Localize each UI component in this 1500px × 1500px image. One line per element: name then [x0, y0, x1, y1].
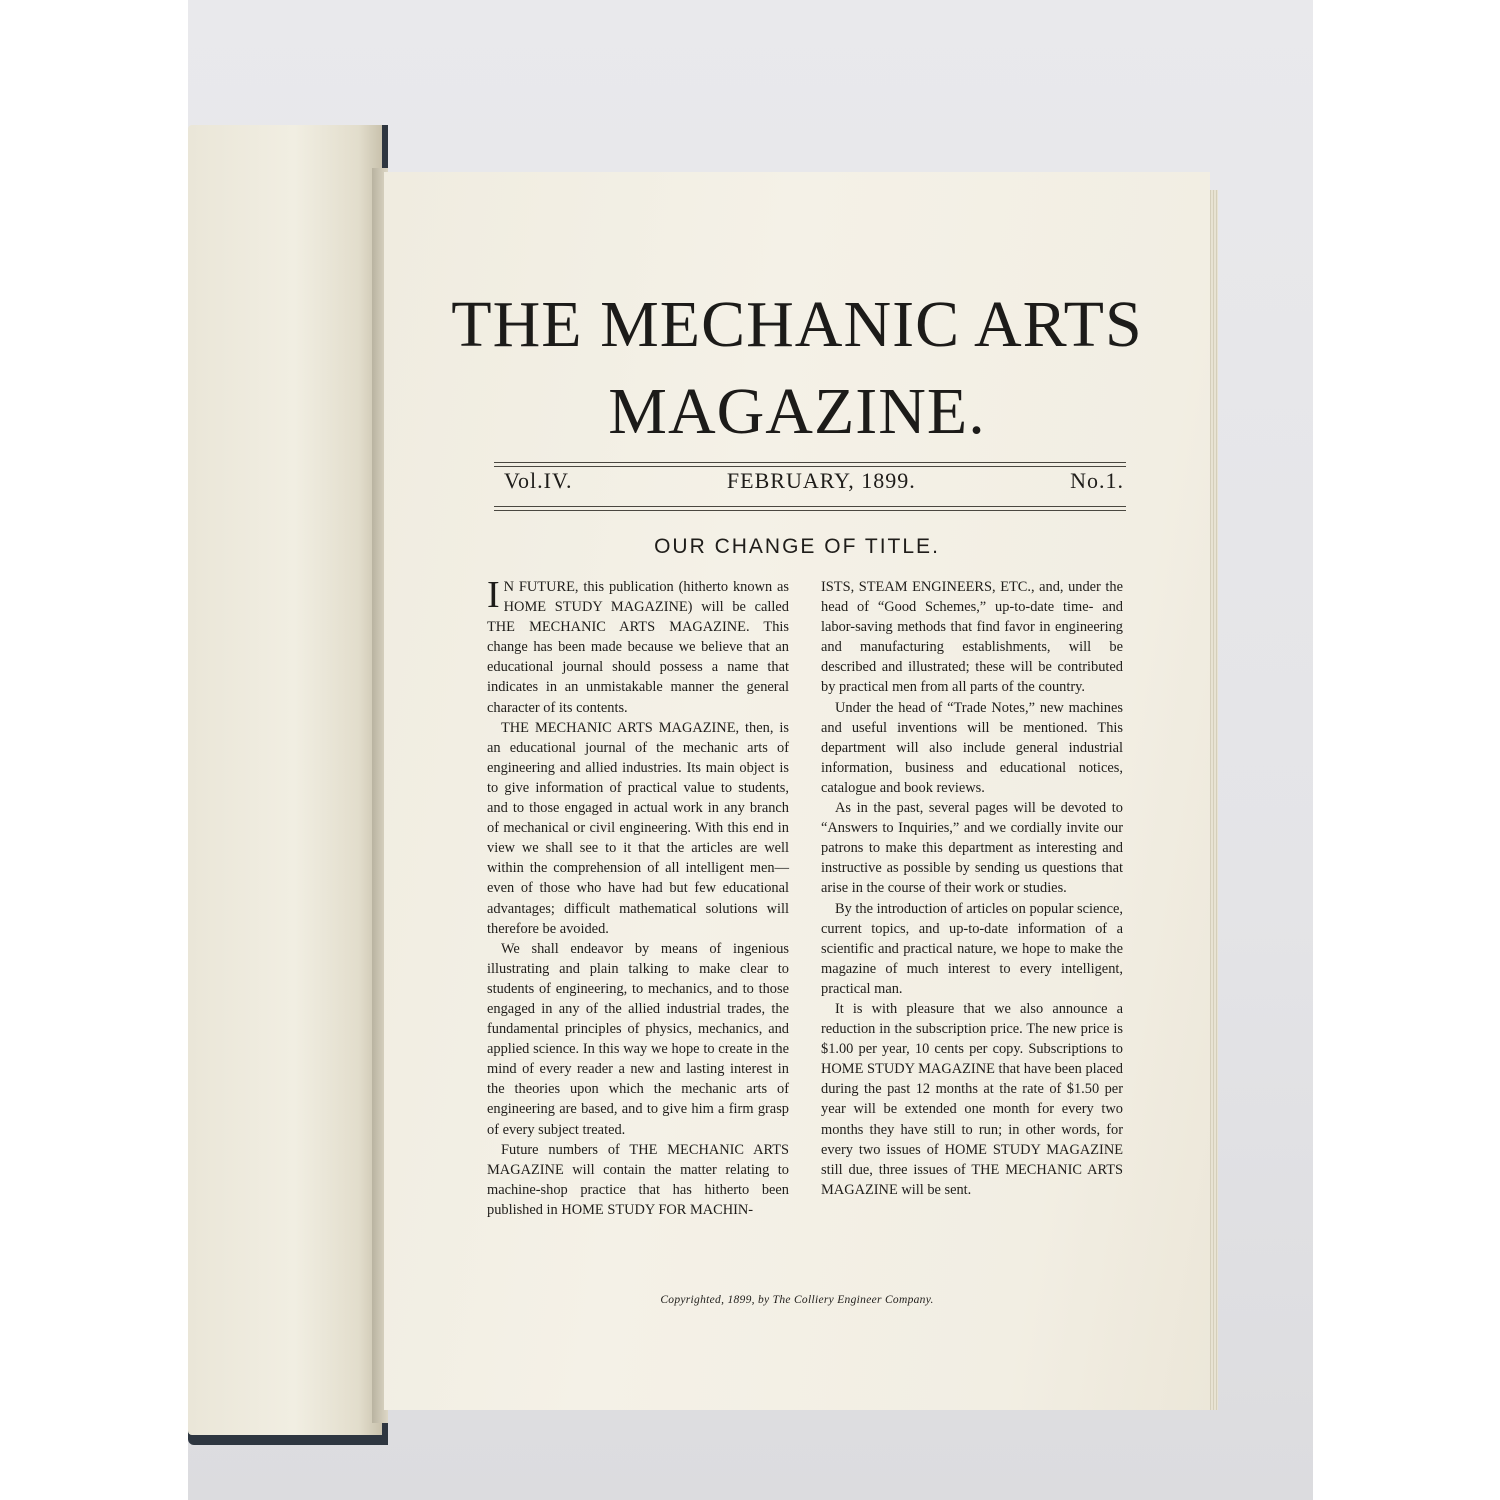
- paragraph: It is with pleasure that we also announce a reduction in the subscription price. The new price is $1.00 per year, 10 cents per copy. Subscriptions to HOME STUDY MAGAZINE that have been placed during the past 12 months at the rate of $1.50 per year will be extended one month for every two months they have still to run; in other words, for every two issues of HOME STUDY MAGAZINE still due, three issues of THE MECHANIC ARTS MAGAZINE will be sent.: [821, 1000, 1123, 1198]
- magazine-title-line2: MAGAZINE.: [608, 375, 986, 448]
- paragraph: THE MECHANIC ARTS MAGAZINE, then, is an educational journal of the mechanic arts of engineering and allied industries. Its main object is to give information of practical value to students, and to those engaged in actual work in any branch of mechanical or civil engineering. With this end in view we shall see to it that the articles are well within the comprehension of all intelligent men—even of those who have had but few educational advantages; difficult mathematical solutions will therefore be avoided.: [487, 719, 789, 937]
- masthead-rule-bottom: [494, 506, 1126, 507]
- masthead-rule-top: [494, 462, 1126, 463]
- paragraph: As in the past, several pages will be devoted to “Answers to Inquiries,” and we cordially invite our patrons to make this department as interesting and instructive as possible by sending us questions that arise in the course of their work or studies.: [821, 800, 1123, 897]
- volume-number: Vol.IV.: [504, 468, 573, 493]
- paragraph: ISTS, STEAM ENGINEERS, ETC., and, under the head of “Good Schemes,” up-to-date time- and labor-saving methods that find favor in engineering and manufacturing establishments, will be described and illustrated; these will be contributed by practical men from all parts of the country.: [821, 579, 1123, 696]
- magazine-title-line1: THE MECHANIC ARTS: [451, 288, 1143, 361]
- issue-number: No.1.: [1070, 468, 1124, 493]
- masthead-rule-top-inner: [494, 466, 1126, 467]
- issue-date: FEBRUARY, 1899.: [726, 468, 916, 493]
- paragraph: Under the head of “Trade Notes,” new machines and useful inventions will be mentioned. This department will also include general industrial information, business and educational notices, catalogue and book reviews.: [821, 699, 1123, 796]
- paragraph: Future numbers of THE MECHANIC ARTS MAGAZINE will contain the matter relating to machine-shop practice that has hitherto been published in HOME STUDY FOR MACHIN-: [487, 1141, 789, 1218]
- copyright-notice: Copyrighted, 1899, by The Colliery Engineer Company.: [660, 1294, 934, 1306]
- drop-cap: I: [487, 574, 500, 616]
- right-page: [384, 172, 1210, 1410]
- article-column-right: [821, 577, 1123, 1200]
- paragraph: [487, 574, 789, 718]
- paragraph-text: N FUTURE, this publication (hitherto known as HOME STUDY MAGAZINE) will be called THE MECHANIC ARTS MAGAZINE. This change has been made because we believe that an educational journal should possess a name that indicates in an unmistakable manner the general character of its contents.: [487, 579, 789, 716]
- paragraph: We shall endeavor by means of ingenious illustrating and plain talking to make clear to students of engineering, to mechanics, and to those engaged in any of the allied industrial trades, the fundamental principles of physics, mechanics, and applied science. In this way we hope to create in the mind of every reader a new and lasting interest in the theories upon which the mechanic arts of engineering are based, and to give him a firm grasp of every subject treated.: [487, 940, 789, 1138]
- issue-line: [504, 468, 1124, 498]
- masthead-rule-bottom-inner: [494, 510, 1126, 511]
- paragraph: By the introduction of articles on popular science, current topics, and up-to-date information of a scientific and practical nature, we hope to make the magazine of much interest to every intelligent, practical man.: [821, 900, 1123, 997]
- left-page: [188, 125, 382, 1435]
- article-headline: OUR CHANGE OF TITLE.: [654, 535, 940, 558]
- article-column-left: [487, 574, 789, 1220]
